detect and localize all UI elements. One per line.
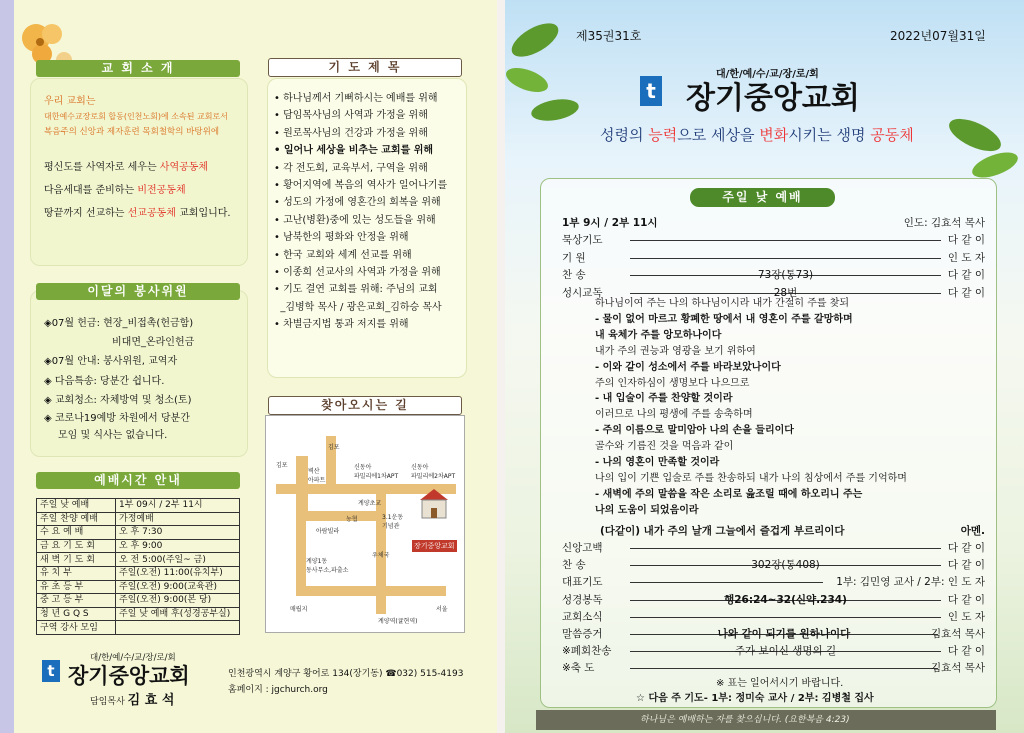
prayer-item: • 각 전도회, 교육부서, 구역을 위해	[274, 162, 428, 174]
volunteers-line7: 모임 및 식사는 없습니다.	[58, 430, 168, 441]
volunteers-line4: ◈ 다음특송: 당분간 쉽니다.	[44, 376, 165, 387]
volunteers-header: 이달의 봉사위원	[36, 283, 240, 300]
service-name-cell: 주일 찬양 예배	[37, 512, 116, 526]
responsive-reading-line: - 주의 이름으로 말미암아 나의 손을 들리이다	[595, 425, 794, 437]
service-row	[37, 499, 240, 513]
order-row	[562, 609, 985, 625]
responsive-reading-line: 내가 주의 권능과 영광을 보기 위하여	[595, 345, 756, 357]
order-who: 김효석 목사	[930, 662, 985, 675]
order-row	[562, 232, 985, 248]
service-name-cell: 주일 낮 예배	[37, 499, 116, 513]
service-time-cell: 오 후 9:00	[116, 539, 240, 553]
footer-denomination: 대/한/예/수/교/장/로/회	[90, 653, 176, 663]
directions-map: 김포 김포 벽산 아파트 신동아 파밀리에1차APT 신동아 파밀리에2차APT 계양초교 농협 3.1운동 기념관 아람빌라 계양1동 동사무소,파출소 우체국 매립지 계양역(귤현역) 서울 장기중앙교회	[265, 415, 465, 633]
service-row	[37, 553, 240, 567]
service-row	[37, 526, 240, 540]
service-time-cell: 주일(오전) 11:00(유치부)	[116, 566, 240, 580]
standing-note: ※ 표는 일어서시기 바랍니다.	[716, 678, 844, 689]
prayer-item: • 담임목사님의 사역과 가정을 위해	[274, 110, 428, 122]
order-item: 성시교독	[562, 286, 603, 299]
order-item: 대표기도	[562, 576, 603, 589]
service-name-cell: 금 요 기 도 회	[37, 539, 116, 553]
service-name-cell: 청 년 G Q S	[37, 607, 116, 621]
service-time-cell	[116, 621, 240, 635]
service-time-cell: 주일(오전) 9:00(본 당)	[116, 594, 240, 608]
order-row	[562, 626, 985, 642]
order-row	[562, 540, 985, 556]
right-denomination: 대/한/예/수/교/장/로/회	[716, 69, 819, 80]
service-time-cell: 주일(오전) 9:00(교육관)	[116, 580, 240, 594]
prayer-item: • 성도의 가정에 영혼간의 회복을 위해	[274, 197, 441, 209]
order-who: 1부: 김민영 교사 / 2부: 인 도 자	[836, 576, 985, 589]
order-detail: 73장(통73)	[757, 269, 814, 281]
service-row	[37, 621, 240, 635]
next-week-prayer: ☆ 다음 주 기도- 1부: 정미숙 교사 / 2부: 김병철 집사	[636, 693, 874, 704]
order-item: 교회소식	[562, 610, 603, 623]
prayer-item: • 고난(병환)중에 있는 성도들을 위해	[274, 214, 436, 226]
order-item: 성경봉독	[562, 593, 603, 606]
service-row	[37, 580, 240, 594]
service-time-cell: 1부 09시 / 2부 11시	[116, 499, 240, 513]
intro-vision2: 다음세대를 준비하는 비전공동체	[44, 185, 186, 196]
service-row	[37, 566, 240, 580]
footer-address: 인천광역시 계양구 황어로 134(장기동) ☎032) 515-4193	[228, 669, 464, 679]
service-row	[37, 607, 240, 621]
order-item: 신앙고백	[562, 542, 603, 554]
prayer-list	[274, 90, 447, 334]
verse-text: 하나님은 예배하는 자를 찾으십니다. (요한복음 4:23)	[640, 715, 850, 725]
church-slogan: 성령의 능력으로 세상을 변화시키는 생명 공동체	[600, 126, 914, 144]
service-times-header: 예배시간 안내	[36, 472, 240, 489]
order-detail: 28번	[773, 286, 798, 299]
left-edge-strip	[0, 0, 14, 733]
order-detail: 302장(통408)	[751, 559, 820, 572]
order-who: 다 같 이	[947, 286, 985, 299]
order-item: ※폐회찬송	[562, 645, 612, 658]
order-item: 찬 송	[562, 269, 586, 281]
volunteers-line2: 비대면_온라인헌금	[112, 337, 195, 348]
prayer-item: • 원로목사님의 건강과 가정을 위해	[274, 127, 428, 139]
service-time-cell: 주일 낮 예배 후(성경공부실)	[116, 607, 240, 621]
service-row	[37, 539, 240, 553]
footer-church-name: 장기중앙교회	[68, 664, 190, 688]
order-row	[562, 660, 985, 676]
service-times-table	[36, 498, 240, 635]
issue-volume: 제35권31호	[576, 29, 642, 43]
order-who: 다 같 이	[947, 234, 985, 246]
order-row	[562, 557, 985, 573]
order-who: 다 같 이	[947, 645, 985, 658]
order-detail: 나와 같이 되기를 원하나이다	[717, 628, 851, 640]
church-building-icon	[416, 486, 452, 520]
church-logo-icon: t	[42, 660, 60, 682]
responsive-reading-line: - 새벽에 주의 말씀을 작은 소리로 읊조릴 때에 하오리니 주는	[595, 488, 863, 500]
order-detail: 행26:24~32(신약.234)	[724, 593, 847, 606]
service-time-cell: 오 후 7:30	[116, 526, 240, 540]
responsive-reading-line: - 물이 없어 마르고 황폐한 땅에서 내 영혼이 주를 갈망하며	[595, 313, 853, 325]
order-row	[562, 592, 985, 608]
order-item: 기 원	[562, 251, 586, 264]
order-who: 인 도 자	[947, 610, 985, 623]
prayer-item: • 이종희 선교사의 사역과 가정을 위해	[274, 267, 441, 279]
order-row	[562, 643, 985, 659]
order-detail: 주가 보이신 생명의 길	[734, 645, 837, 658]
intro-line1: 우리 교회는	[44, 96, 96, 107]
worship-times-row: 1부 9시 / 2부 11시 인도: 김효석 목사	[562, 217, 985, 229]
worship-title: 주일 낮 예배	[690, 188, 835, 207]
prayer-item: • 차별금지법 통과 저지를 위해	[274, 319, 409, 331]
issue-date: 2022년07월31일	[890, 29, 986, 43]
responsive-reading-line: 나의 도움이 되었음이라	[595, 504, 699, 516]
intro-vision3: 땅끝까지 선교하는 선교공동체 교회입니다.	[44, 208, 231, 219]
prayer-item: _김병학 목사 / 광은교회_김하승 목사	[274, 301, 442, 313]
service-time-cell: 오 전 5:00(주일~ 금)	[116, 553, 240, 567]
prayer-item: • 남북한의 평화와 안정을 위해	[274, 232, 409, 244]
service-name-cell: 유 초 등 부	[37, 580, 116, 594]
order-item: 묵상기도	[562, 234, 603, 246]
closing-line: (다같이) 내가 주의 날개 그늘에서 즐겁게 부르리이다 아멘.	[600, 525, 985, 537]
service-name-cell: 중 고 등 부	[37, 594, 116, 608]
right-church-name: 장기중앙교회	[686, 81, 860, 116]
order-row	[562, 574, 985, 590]
order-who: 김효석 목사	[930, 628, 985, 640]
service-row	[37, 512, 240, 526]
responsive-reading-line: 골수와 기름진 것을 먹음과 같이	[595, 441, 734, 453]
order-row	[562, 267, 985, 283]
volunteers-line5: ◈ 교회청소: 자체방역 및 청소(토)	[44, 395, 192, 406]
order-who: 다 같 이	[947, 269, 985, 281]
intro-line2: 대한예수교장로회 합동(인천노회)에 소속된 교회로서	[44, 112, 228, 121]
volunteers-line1: ◈07월 헌금: 현장_비접촉(헌금함)	[44, 318, 194, 329]
footer-pastor: 담임목사 김 효 석	[90, 693, 175, 708]
service-name-cell: 수 요 예 배	[37, 526, 116, 540]
responsive-reading-line: - 나의 영혼이 만족할 것이라	[595, 457, 720, 468]
intro-header: 교 회 소 개	[36, 60, 240, 77]
service-name-cell: 유 치 부	[37, 566, 116, 580]
order-item: ※축 도	[562, 662, 595, 675]
order-who: 다 같 이	[947, 559, 985, 572]
responsive-reading-line: - 이와 같이 성소에서 주를 바라보았나이다	[595, 361, 781, 373]
prayer-item: • 하나님께서 기뻐하시는 예배를 위해	[274, 93, 438, 104]
order-who: 인 도 자	[947, 251, 985, 264]
church-logo-icon-large: t	[640, 76, 662, 106]
volunteers-line3: ◈07월 안내: 봉사위원, 교역자	[44, 356, 178, 367]
responsive-reading-line: 주의 인자하심이 생명보다 나으므로	[595, 377, 750, 389]
order-who: 다 같 이	[947, 542, 985, 554]
intro-line3: 복음주의 신앙과 제자훈련 목회철학의 바탕위에	[44, 127, 220, 137]
responsive-reading-line: - 내 입술이 주를 찬양할 것이라	[595, 393, 733, 405]
intro-vision1: 평신도를 사역자로 세우는 사역공동체	[44, 162, 209, 173]
responsive-reading-line: 내 육체가 주를 앙모하나이다	[595, 329, 722, 341]
service-name-cell: 새 벽 기 도 회	[37, 553, 116, 567]
volunteers-line6: ◈ 코로나19예방 차원에서 당분간	[44, 413, 190, 424]
service-name-cell: 구역 강사 모임	[37, 621, 116, 635]
service-row	[37, 594, 240, 608]
prayer-header: 기 도 제 목	[268, 58, 462, 77]
prayer-item: • 기도 결연 교회를 위해: 주님의 교회	[274, 284, 438, 296]
responsive-reading-line: 나의 입이 기쁜 입술로 주를 찬송하되 내가 나의 침상에서 주를 기억하며	[595, 472, 907, 484]
responsive-reading-line: 이러므로 나의 평생에 주를 송축하며	[595, 409, 753, 421]
footer-homepage: 홈페이지 : jgchurch.org	[228, 685, 328, 695]
prayer-item: • 황어지역에 복음의 역사가 일어나기를	[274, 180, 448, 192]
order-item: 찬 송	[562, 559, 586, 572]
service-time-cell: 가정예배	[116, 512, 240, 526]
prayer-item: • 한국 교회와 세계 선교를 위해	[274, 249, 412, 261]
order-who: 다 같 이	[947, 593, 985, 606]
order-item: 말씀증거	[562, 628, 603, 640]
responsive-reading-line: 하나님이여 주는 나의 하나님이시라 내가 간절히 주를 찾되	[595, 298, 850, 309]
prayer-item: • 일어나 세상을 비추는 교회를 위해	[274, 145, 434, 157]
order-row	[562, 250, 985, 266]
directions-header: 찾아오시는 길	[268, 396, 462, 415]
